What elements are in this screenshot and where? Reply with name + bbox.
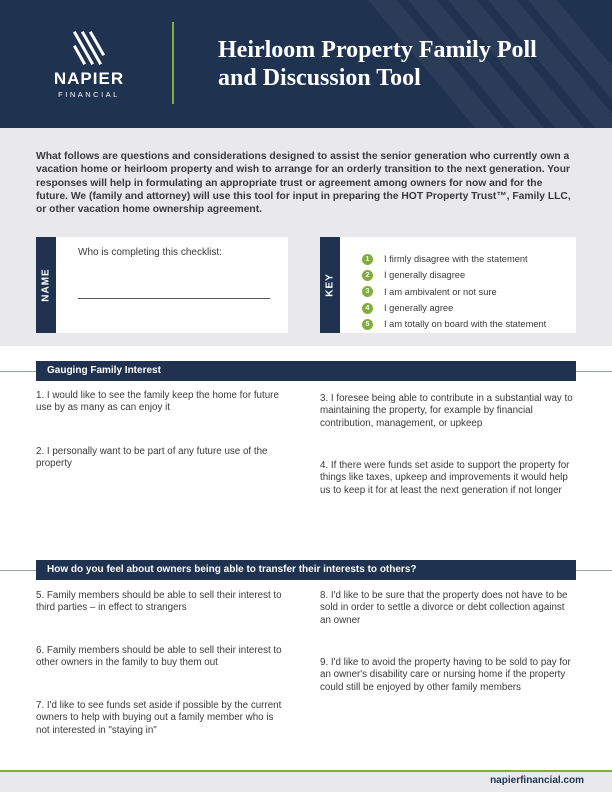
- question-item: [36, 645, 286, 670]
- question-number: 4.: [320, 460, 329, 471]
- key-number-badge: 1: [362, 254, 373, 265]
- key-card: [320, 237, 576, 333]
- key-item-text: I am ambivalent or not sure: [384, 286, 497, 297]
- napier-logo-icon: [72, 30, 106, 66]
- question-item: [320, 657, 578, 694]
- key-tab-label: KEY: [324, 273, 336, 297]
- question-number: 1.: [36, 390, 45, 401]
- key-number-badge: 3: [362, 286, 373, 297]
- header-band: [0, 0, 612, 128]
- question-item: [320, 393, 578, 430]
- key-item-text: I firmly disagree with the statement: [384, 254, 528, 265]
- key-item-text: I generally disagree: [384, 270, 466, 281]
- question-text: I'd like to see funds set aside if possible by the current owners to help with buying out a family member who is not interested in "staying in": [36, 700, 282, 736]
- title-line-1: Heirloom Property Family Poll: [218, 37, 537, 63]
- section-heading: How do you feel about owners being able to transfer their interests to others?: [36, 560, 576, 580]
- key-number-badge: 5: [362, 319, 373, 330]
- question-number: 5.: [36, 590, 45, 601]
- key-item: [362, 316, 546, 332]
- key-item-text: I generally agree: [384, 303, 454, 314]
- question-number: 6.: [36, 645, 45, 656]
- footer-link[interactable]: napierfinancial.com: [490, 775, 584, 786]
- question-text: I personally want to be part of any future use of the property: [36, 446, 268, 470]
- question-item: [36, 590, 286, 615]
- intro-paragraph: What follows are questions and considerations designed to assist the senior generation who currently own a vacation home or heirloom property and wish to arrange for an orderly transition to the next generation. Your responses will help in formulating an appropriate trust or agreement among owners for now and for the future. We (family and attorney) will use this tool for input in preparing the HOT Property Trust™, Family LLC, or other vacation home ownership agreement.: [36, 151, 571, 216]
- question-number: 3.: [320, 393, 329, 404]
- question-number: 8.: [320, 590, 329, 601]
- key-number-badge: 4: [362, 303, 373, 314]
- question-text: Family members should be able to sell their interest to other owners in the family to buy them out: [36, 645, 282, 669]
- name-card: [36, 237, 288, 333]
- brand-name: NAPIER: [53, 69, 125, 88]
- key-item-text: I am totally on board with the statement: [384, 319, 547, 330]
- question-text: I foresee being able to contribute in a substantial way to maintaining the property, for example by financial contribution, management, or upkeep: [320, 393, 573, 429]
- question-item: [36, 446, 281, 471]
- question-number: 9.: [320, 657, 329, 668]
- question-item: [36, 700, 286, 737]
- key-list: [362, 251, 546, 332]
- page-title: [218, 36, 598, 92]
- question-item: [320, 590, 578, 627]
- key-item: [362, 284, 546, 300]
- question-item: [36, 390, 281, 415]
- header-divider: [172, 22, 174, 104]
- name-tab-label: NAME: [40, 268, 52, 302]
- question-text: I'd like to avoid the property having to be sold to pay for an owner's disability care or nursing home if the property could still be enjoyed by other family members: [320, 657, 571, 693]
- question-text: I'd like to be sure that the property does not have to be sold in order to settle a divorce or debt collection against an owner: [320, 590, 568, 626]
- question-item: [320, 460, 578, 497]
- key-number-badge: 2: [362, 270, 373, 281]
- key-item: [362, 267, 546, 283]
- question-text: I would like to see the family keep the home for future use by as many as can enjoy it: [36, 390, 279, 414]
- title-line-2: and Discussion Tool: [218, 65, 421, 91]
- section-heading: Gauging Family Interest: [36, 361, 576, 381]
- key-tab: [320, 237, 340, 333]
- name-tab: [36, 237, 56, 333]
- brand-subtitle: FINANCIAL: [58, 90, 120, 99]
- key-item: [362, 251, 546, 267]
- question-number: 2.: [36, 446, 45, 457]
- question-text: If there were funds set aside to support the property for things like taxes, upkeep and improvements it would help us to keep it for at least the next generation if not longer: [320, 460, 570, 496]
- name-prompt: Who is completing this checklist:: [78, 247, 222, 258]
- key-item: [362, 300, 546, 316]
- question-text: Family members should be able to sell their interest to third parties – in effect to strangers: [36, 590, 282, 614]
- logo: [44, 30, 134, 99]
- name-input-line[interactable]: [78, 298, 270, 299]
- question-number: 7.: [36, 700, 45, 711]
